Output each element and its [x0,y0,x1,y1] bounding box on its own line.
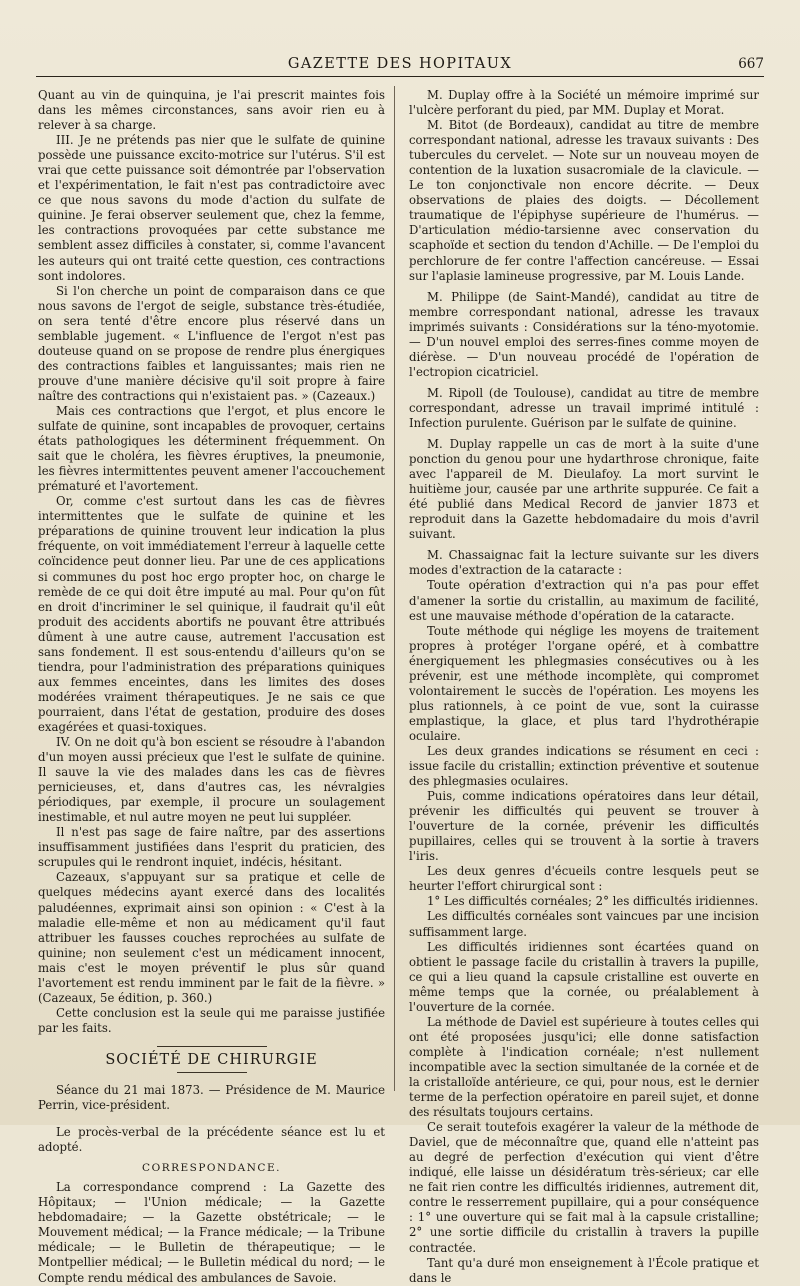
paragraph: Les difficultés iridiennes sont écartées quand on obtient le passage facile du cristallin à travers la pupille, ce qui a lieu quand la capsule cristalline est ouverte en même temps que la cornée, ou préalablement à l'ouverture de la cornée. [409,939,759,1014]
paragraph: M. Bitot (de Bordeaux), candidat au titre de membre correspondant national, adresse les travaux suivants : Des tubercules du cervelet. — Note sur un nouveau moyen de contention de la luxation susacromiale de la clavicule. — Le ton conjonctivale non encore décrite. — Deux observations de plaies des doigts. — Décollement traumatique de l'épiphyse supérieure de l'humérus. — D'articulation médio-tarsienne avec conservation du scaphoïde et section du tendon d'Achille. — De l'emploi du perchlorure de fer contre l'affection cancéreuse. — Essai sur l'aplasie lamineuse progressive, par M. Louis Lande. [409,118,759,283]
paragraph: Les deux genres d'écueils contre lesquels peut se heurter l'effort chirurgical sont : [409,864,759,894]
page-number: 667 [738,56,764,72]
paragraph: M. Duplay offre à la Société un mémoire imprimé sur l'ulcère perforant du pied, par MM. Duplay et Morat. [409,88,759,118]
paragraph: 1° Les difficultés cornéales; 2° les difficultés iridiennes. [427,894,759,909]
paragraph: Mais ces contractions que l'ergot, et plus encore le sulfate de quinine, sont incapables de provoquer, certains états pathologiques les déterminent fréquemment. On sait que le choléra, les fièvres éruptives, la pneumonie, les fièvres intermittentes peuvent amener l'accouchement prématuré et l'avortement. [38,403,385,494]
paragraph: M. Philippe (de Saint-Mandé), candidat au titre de membre correspondant national, adresse les travaux imprimés suivants : Considérations sur la téno-myotomie. — D'un nouvel emploi des serres-fines comme moyen de diérèse. — D'un nouveau procédé de l'opération de l'ectropion cicatriciel. [409,289,759,379]
paragraph: Il n'est pas sage de faire naître, par des assertions insuffisamment justifiées dans l'esprit du praticien, des scrupules qui le rendront inquiet, indécis, hésitant. [38,825,385,870]
paragraph: Ce serait toutefois exagérer la valeur de la méthode de Daviel, que de méconnaître que, quand elle n'atteint pas au degré de perfection d'exécution qui vient d'être indiqué, elle laisse un désidératum très-sérieux; car elle ne fait rien contre les difficultés iridiennes, autrement dit, contre le resserrement pupillaire, qui a pour conséquence : 1° une ouverture qui se fait mal à la capsule cristalline; 2° une sortie difficile du cristallin à travers la pupille contractée. [409,1120,759,1255]
left-column [38,88,385,1285]
paragraph: Si l'on cherche un point de comparaison dans ce que nous savons de l'ergot de seigle, substance très-étudiée, on sera tenté d'être encore plus réservé dans un semblable jugement. « L'influence de l'ergot n'est pas douteuse quand on se propose de rendre plus énergiques des contractions faibles et languissantes; mais rien ne prouve d'une manière décisive qu'il soit propre à faire naître des contractions qui n'existaient pas. » (Cazeaux.) [38,283,385,403]
section-title: SOCIÉTÉ DE CHIRURGIE [105,1051,318,1068]
paragraph: IV. On ne doit qu'à bon escient se résoudre à l'abandon d'un moyen aussi précieux que l'est le sulfate de quinine. Il sauve la vie des malades dans les cas de fièvres pernicieuses, et, dans d'autres cas, les névralgies périodiques, par exemple, il procure un soulagement inestimable, et nul autre moyen ne peut lui suppléer. [38,735,385,825]
paragraph: M. Ripoll (de Toulouse), candidat au titre de membre correspondant, adresse un travail imprimé intitulé : Infection purulente. Guérison par le sulfate de quinine. [409,385,759,430]
paragraph: M. Chassaignac fait la lecture suivante sur les divers modes d'extraction de la cataracte : [409,548,759,578]
paragraph: Cazeaux, s'appuyant sur sa pratique et celle de quelques médecins ayant exercé dans des localités paludéennes, exprimait ainsi son opinion : « C'est à la maladie elle-même et non au médicament qu'il faut attribuer les fausses couches reprochées au sulfate de quinine; non seulement c'est un médicament innocent, mais c'est le moyen préventif le plus sûr quand l'avortement est rendu imminent par le fait de la fièvre. » (Cazeaux, 5e édition, p. 360.) [38,870,385,1005]
minutes-line: Le procès-verbal de la précédente séance est lu et adopté. [38,1125,385,1155]
correspondance-list: La correspondance comprend : La Gazette des Hôpitaux; — l'Union médicale; — la Gazette hebdomadaire; — la Gazette obstétricale; — le Mouvement médical; — la France médicale; — la Tribune médicale; — le Bulletin de thérapeutique; — le Montpellier médical; — le Bulletin médical du nord; — le Compte rendu médical des ambulances de Savoie. [38,1180,385,1285]
paragraph: Or, comme c'est surtout dans les cas de fièvres intermittentes que le sulfate de quinine et les préparations de quinine trouvent leur indication la plus fréquente, on voit immédiatement l'erreur à laquelle cette coïncidence peut donner lieu. Par une de ces applications si communes du post hoc ergo propter hoc, on charge le remède de ce qui doit être imputé au mal. Pour qu'on fût en droit d'incriminer le sel quinique, il faudrait qu'il eût produit des accidents abortifs ne pouvant être attribués dûment à une autre cause, autrement l'accusation est sans fondement. Il est sous-entendu d'ailleurs qu'on se tiendra, pour l'administration des préparations quiniques aux femmes enceintes, dans les limites des doses modérées vraiment thérapeutiques. Je ne sais ce que pourraient, dans l'état de gestation, produire des doses exagérées et quasi-toxiques. [38,494,385,734]
paragraph: Les difficultés cornéales sont vaincues par une incision suffisamment large. [409,909,759,939]
page-header [36,52,764,77]
paragraph: Tant qu'a duré mon enseignement à l'École pratique et dans le [409,1255,759,1285]
paragraph: Puis, comme indications opératoires dans leur détail, prévenir les difficultés qui peuvent se trouver à l'ouverture de la cornée, prévenir les difficultés pupillaires, celles qui se trouvent à la sortie à travers l'iris. [409,789,759,864]
column-divider [394,86,395,1091]
session-line: Séance du 21 mai 1873. — Présidence de M. Maurice Perrin, vice-président. [38,1083,385,1113]
paragraph: Les deux grandes indications se résument en ceci : issue facile du cristallin; extinction préventive et soutenue des phlegmasies oculaires. [409,743,759,789]
paragraph: Toute opération d'extraction qui n'a pas pour effet d'amener la sortie du cristallin, au maximum de facilité, est une mauvaise méthode d'opération de la cataracte. [409,578,759,623]
paragraph: III. Je ne prétends pas nier que le sulfate de quinine possède une puissance excito-motrice sur l'utérus. S'il est vrai que cette puissance soit démontrée par l'observation et l'expérimentation, le fait n'est pas contradictoire avec ce que nous savons du mode d'action du sulfate de quinine. Je ferai observer seulement que, chez la femme, les contractions provoquées par cette substance me semblent assez difficiles à constater, si, comme l'avancent les auteurs qui ont traité cette question, ces contractions sont indolores. [38,133,385,283]
paragraph: Toute méthode qui néglige les moyens de traitement propres à protéger l'organe opéré, et à combattre énergiquement les phlegmasies consécutives ou à les prévenir, est une méthode incomplète, qui compromet volontairement le succès de l'opération. Les moyens les plus rationnels, à ce point de vue, sont la cuirasse emplastique, la glace, et plus tard l'hydrothérapie oculaire. [409,623,759,743]
right-column [409,88,759,1285]
paragraph: Cette conclusion est la seule qui me paraisse justifiée par les faits. [38,1005,385,1035]
section-rule [157,1046,267,1047]
paragraph: La méthode de Daviel est supérieure à toutes celles qui ont été proposées jusqu'ici; elle donne satisfaction complète à l'indication cornéale; n'est nullement incompatible avec la section simultanée de la cornée et de la cristalloïde antérieure, ce qui, pour nous, est le dernier terme de la perfection opératoire en pareil sujet, et donne des résultats toujours certains. [409,1014,759,1120]
correspondance-title: CORRESPONDANCE. [142,1162,281,1175]
section-rule [177,1072,247,1073]
running-title: GAZETTE DES HOPITAUX [287,56,513,72]
paragraph: Quant au vin de quinquina, je l'ai prescrit maintes fois dans les mêmes circonstances, sans avoir rien eu à relever à sa charge. [38,88,385,133]
paragraph: M. Duplay rappelle un cas de mort à la suite d'une ponction du genou pour une hydarthrose chronique, faite avec l'appareil de M. Dieulafoy. La mort survint le huitième jour, causée par une arthrite suppurée. Ce fait a été publié dans Medical Record de janvier 1873 et reproduit dans la Gazette hebdomadaire du mois d'avril suivant. [409,437,759,542]
